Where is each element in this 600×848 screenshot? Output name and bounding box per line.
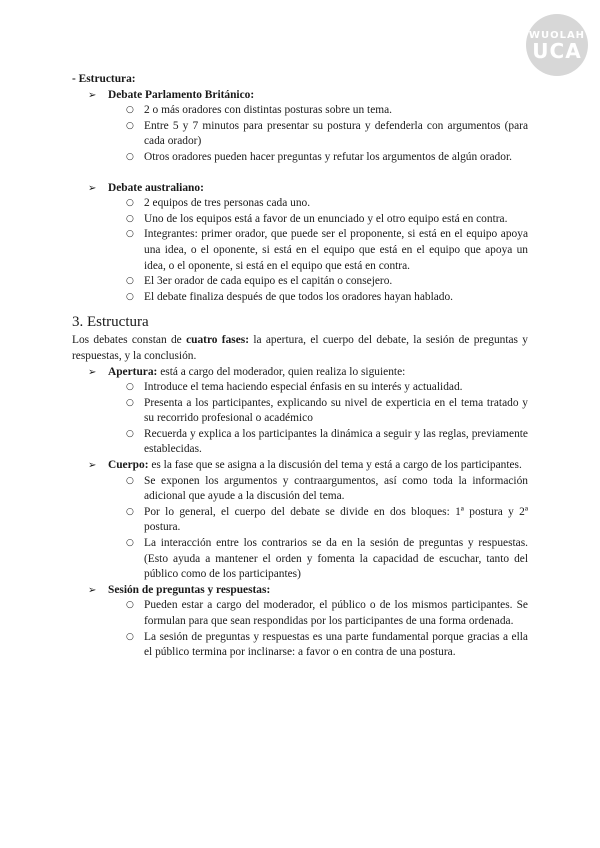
circle-bullet-icon: ○: [126, 213, 134, 224]
arrow-bullet-icon: ➢: [88, 366, 97, 378]
list-item: ○ 2 equipos de tres personas cada uno.: [126, 196, 528, 212]
circle-bullet-icon: ○: [126, 428, 134, 439]
intro-paragraph: Los debates constan de cuatro fases: la apertura, el cuerpo del debate, la sesión de preguntas y respuestas, y la conclusión.: [72, 334, 528, 362]
british-title: Debate Parlamento Británico:: [108, 88, 255, 101]
list-item: ○ La sesión de preguntas y respuestas es una parte fundamental porque gracias a ella el público termina por inclinarse: a favor o en contra de una postura.: [126, 630, 528, 661]
circle-bullet-icon: ○: [126, 105, 134, 116]
arrow-bullet-icon: ➢: [88, 182, 97, 194]
list-item: ○ Se exponen los argumentos y contraargumentos, así como toda la información adicional que ayude a la discusión del tema.: [126, 474, 528, 505]
list-item-apertura: ➢ Apertura: está a cargo del moderador, quien realiza lo siguiente:: [88, 365, 528, 381]
circle-bullet-icon: ○: [126, 151, 134, 162]
list-item: ○ Pueden estar a cargo del moderador, el público o de los mismos participantes. Se formulan para que sean respondidas por los participantes de una forma ordenada.: [126, 598, 528, 629]
circle-bullet-icon: ○: [126, 631, 134, 642]
list-item-cuerpo: ➢ Cuerpo: es la fase que se asigna a la discusión del tema y está a cargo de los participantes.: [88, 458, 528, 474]
list-item: ○ Uno de los equipos está a favor de un enunciado y el otro equipo está en contra.: [126, 212, 528, 228]
circle-bullet-icon: ○: [126, 198, 134, 209]
list-item-sesion: ➢ Sesión de preguntas y respuestas:: [88, 583, 528, 599]
list-item-australian: [88, 181, 528, 197]
section-heading: - Estructura:: [72, 73, 136, 85]
circle-bullet-icon: ○: [126, 506, 134, 517]
arrow-bullet-icon: ➢: [88, 460, 97, 472]
list-item: ○ 2 o más oradores con distintas posturas sobre un tema.: [126, 103, 528, 119]
section-3-title: 3. Estructura: [72, 314, 149, 331]
document-page: [72, 72, 528, 661]
circle-bullet-icon: ○: [126, 276, 134, 287]
circle-bullet-icon: ○: [126, 120, 134, 131]
list-item: ○ El debate finaliza después de que todos los oradores hayan hablado.: [126, 290, 528, 306]
arrow-bullet-icon: ➢: [88, 584, 97, 596]
list-item: ○ Otros oradores pueden hacer preguntas y refutar los argumentos de algún orador.: [126, 150, 528, 166]
logo-text-bottom: UCA: [532, 38, 582, 63]
list-item: ○ El 3er orador de cada equipo es el capitán o consejero.: [126, 274, 528, 290]
circle-bullet-icon: ○: [126, 397, 134, 408]
arrow-bullet-icon: ➢: [88, 89, 97, 101]
list-item: ○ Integrantes: primer orador, que puede ser el proponente, si está en el equipo apoya una idea, o el oponente, si está en el equipo que está en el equipo que apoya un idea, o el oponente, si está en el equipo que está en contra.: [126, 227, 528, 274]
list-item: ○ Entre 5 y 7 minutos para presentar su postura y defenderla con argumentos (para cada orador): [126, 119, 528, 150]
circle-bullet-icon: ○: [126, 538, 134, 549]
wuolah-logo: [526, 14, 588, 76]
australian-title: Debate australiano:: [108, 181, 204, 194]
list-item-british: [88, 88, 528, 104]
circle-bullet-icon: ○: [126, 229, 134, 240]
list-item: ○ Recuerda y explica a los participantes la dinámica a seguir y las reglas, previamente establecidas.: [126, 427, 528, 458]
circle-bullet-icon: ○: [126, 291, 134, 302]
logo-text-top: WUOLAH: [528, 29, 586, 41]
list-item: ○ Presenta a los participantes, explicando su nivel de experticia en el tema tratado y su recorrido profesional o académico: [126, 396, 528, 427]
circle-bullet-icon: ○: [126, 382, 134, 393]
list-item: ○ Por lo general, el cuerpo del debate se divide en dos bloques: 1ª postura y 2ª postura.: [126, 505, 528, 536]
circle-bullet-icon: ○: [126, 475, 134, 486]
list-item: ○ Introduce el tema haciendo especial énfasis en su interés y actualidad.: [126, 380, 528, 396]
list-item: ○ La interacción entre los contrarios se da en la sesión de preguntas y respuestas. (Esto ayuda a mantener el orden y fomenta la capacidad de escuchar, tanto del público como de los participantes): [126, 536, 528, 583]
circle-bullet-icon: ○: [126, 600, 134, 611]
